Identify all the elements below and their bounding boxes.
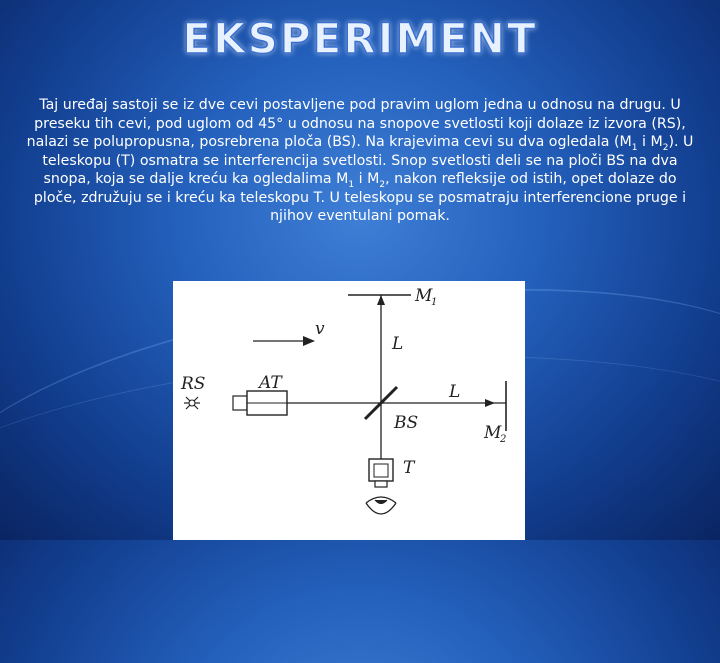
- telescope-t: [369, 453, 393, 487]
- label-velocity: v: [315, 319, 325, 339]
- paragraph-part-4: i M: [354, 171, 380, 187]
- label-arm-length-horizontal: L: [449, 382, 461, 402]
- source-star-icon: [184, 397, 200, 409]
- subscript-2: 2: [662, 142, 669, 153]
- arrow-up-head: [377, 295, 385, 305]
- subscript-1: 1: [631, 142, 638, 153]
- subscript-4: 2: [379, 179, 386, 190]
- paragraph-part-1: Taj uređaj sastoji se iz dve cevi postavljene pod pravim uglom jedna u odnosu na drugu. U preseku tih cevi, pod uglom od 45° u odnosu na snopove svetlosti koji dolaze iz izvora (RS), nalazi se polupropusna, posrebrena ploča (BS). Na krajevima cevi su dva ogledala (M: [26, 97, 686, 150]
- interferometer-figure: [173, 281, 525, 540]
- observer-eye-icon: [366, 497, 396, 514]
- paragraph-part-5: , nakon refleksije od istih, opet dolaze do ploče, združuju se i kreću ka teleskopu T. U teleskopu se posmatraju interferencione pruge i njihov eventulani pomak.: [33, 171, 687, 224]
- label-m1-subscript: 1: [431, 297, 438, 308]
- velocity-arrow-head: [303, 336, 315, 346]
- collimator-tube-at: [233, 391, 287, 415]
- label-m1: M: [415, 286, 433, 306]
- label-beam-splitter: BS: [394, 413, 419, 433]
- label-telescope: T: [403, 458, 415, 478]
- paragraph-part-2: i M: [637, 134, 663, 150]
- label-m2: M: [484, 423, 502, 443]
- label-m2-subscript: 2: [500, 434, 507, 445]
- paragraph-part-3: ). U teleskopu (T) osmatra se interferencija svetlosti. Snop svetlosti deli se na ploči BS na dva snopa, koja se dalje kreću ka ogledalima M: [42, 134, 694, 187]
- label-collimator-at: AT: [259, 373, 282, 393]
- label-arm-length-vertical: L: [392, 334, 404, 354]
- arrow-right-head: [485, 399, 495, 407]
- subscript-3: 1: [348, 179, 355, 190]
- slide-title: EKSPERIMENT: [182, 14, 538, 63]
- label-source-rs: RS: [181, 374, 206, 394]
- slide-paragraph: [24, 96, 696, 226]
- interferometer-diagram: [173, 281, 525, 540]
